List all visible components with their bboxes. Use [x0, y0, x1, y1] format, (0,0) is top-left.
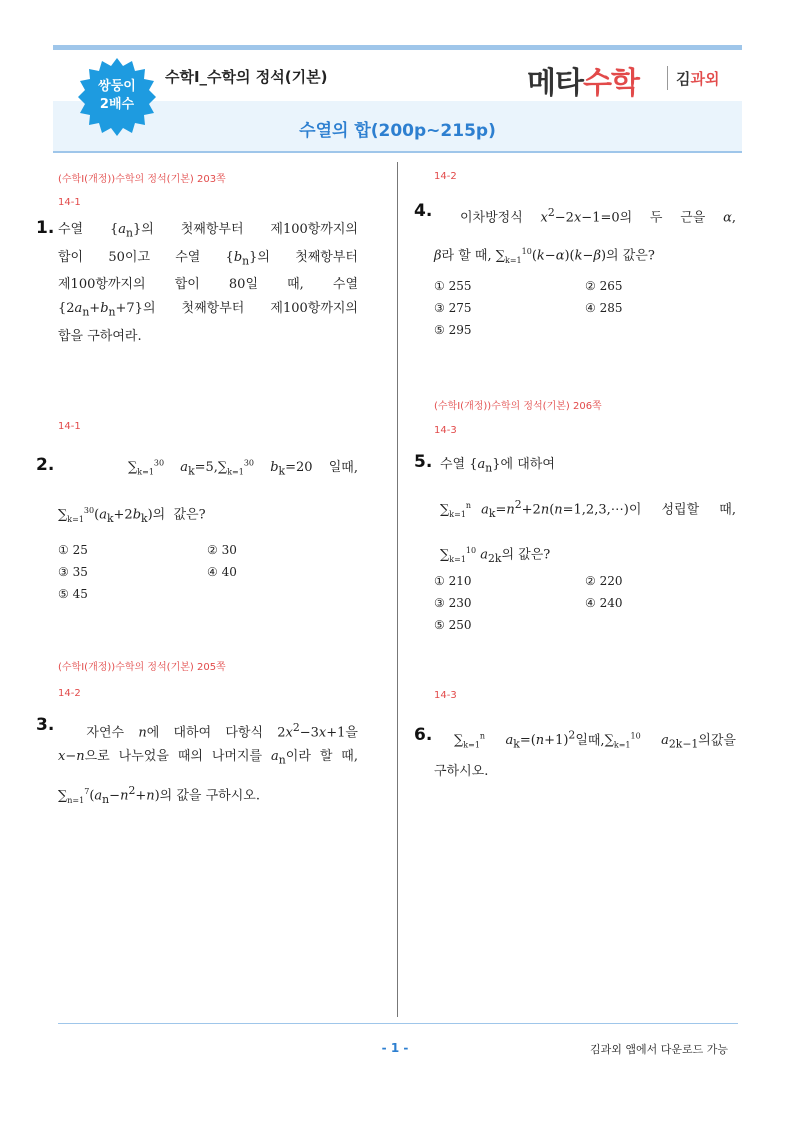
problem-1-code: 14-1	[58, 197, 81, 208]
problem-5-option-1[interactable]: ① 210	[434, 574, 472, 588]
problem-2-text: $\sum_{k=1}^{30}$ $a_k=5,\sum_{k=1}^{30}$ $b_k=20$ 일때, $\sum_{k=1}^{30}(a_k+2b_k)$의 값은?	[58, 459, 358, 525]
problem-4-code: 14-2	[434, 171, 457, 182]
problem-5-option-4[interactable]: ④ 240	[585, 596, 623, 610]
problem-5-source: (수학I(개정))수학의 정석(기본) 206쪽	[434, 401, 602, 412]
problem-3-source: (수학I(개정))수학의 정석(기본) 205쪽	[58, 662, 226, 673]
problem-5-option-3[interactable]: ③ 230	[434, 596, 472, 610]
problem-5-text: 수열 $\{a_n\}$에 대하여 $\sum_{k=1}^n$ $a_k=n^2+2n(n=1,2,3,\cdots)$이 성립할 때, $\sum_{k=1}^{10}$ $a_{2k}$의 값은?	[440, 457, 736, 565]
column-divider	[397, 162, 398, 1017]
problem-2-option-4[interactable]: ④ 40	[207, 565, 237, 579]
page-title: 수열의 합(200p~215p)	[299, 121, 496, 141]
problem-2-option-2[interactable]: ② 30	[207, 543, 237, 557]
footer-rule	[58, 1023, 738, 1024]
badge-line-2: 2배수	[99, 97, 135, 112]
problem-2-option-3[interactable]: ③ 35	[58, 565, 88, 579]
problem-3-text: 자연수 n에 대하여 다항식 $2x^2-3x+1$을 x−n으로 나누었을 때의 나머지를 $a_n$이라 할 때, $\sum_{n=1}^7(a_n-n^2+n)$의 값을 구하시오.	[58, 721, 358, 806]
brand-separator	[667, 66, 668, 90]
brand2-part-2: 과외	[690, 70, 720, 88]
problem-4-option-1[interactable]: ① 255	[434, 279, 472, 293]
page-number: - 1 -	[381, 1041, 409, 1055]
problem-2-code: 14-1	[58, 421, 81, 432]
problem-6-text-2: 구하시오.	[434, 764, 489, 779]
brand-part-2: 수학	[582, 66, 639, 101]
problem-4-option-4[interactable]: ④ 285	[585, 301, 623, 315]
badge-text	[77, 78, 157, 114]
problem-4-option-5[interactable]: ⑤ 295	[434, 323, 472, 337]
problem-4-option-3[interactable]: ③ 275	[434, 301, 472, 315]
problem-4-option-2[interactable]: ② 265	[585, 279, 623, 293]
problem-6-number: 6.	[414, 725, 433, 745]
problem-4-number: 4.	[414, 201, 433, 221]
problem-5-option-2[interactable]: ② 220	[585, 574, 623, 588]
subject-title: 수학Ⅰ_수학의 정석(기본)	[165, 68, 328, 86]
brand2-part-1: 김	[676, 70, 691, 88]
problem-5-option-5[interactable]: ⑤ 250	[434, 618, 472, 632]
brand2-logo	[676, 68, 719, 89]
problem-1-source: (수학I(개정))수학의 정석(기본) 203쪽	[58, 174, 226, 185]
problem-3-code: 14-2	[58, 688, 81, 699]
problem-2-option-1[interactable]: ① 25	[58, 543, 88, 557]
problem-3-number: 3.	[36, 715, 55, 735]
problem-1-number: 1.	[36, 218, 55, 238]
footer-note: 김과외 앱에서 다운로드 가능	[589, 1043, 728, 1056]
brand-part-1: 메타	[527, 66, 583, 101]
problem-2-option-5[interactable]: ⑤ 45	[58, 587, 88, 601]
badge-line-1: 쌍둥이	[98, 79, 136, 94]
problem-2-number: 2.	[36, 455, 55, 475]
problem-6-code: 14-3	[434, 690, 457, 701]
problem-5-number: 5.	[414, 452, 433, 472]
problem-4-text: 이차방정식 $x^2-2x-1=0$의 두 근을 α, β라 할 때, $\sum_{k=1}^{10}(k-\alpha)(k-\beta)$의 값은?	[434, 206, 737, 266]
brand-logo	[527, 58, 639, 102]
problem-6-text: $\sum_{k=1}^n$ $a_k=(n+1)^2$일때$,\sum_{k=1}^{10}$ $a_{2k-1}$의값을	[454, 729, 736, 751]
header-top-rule	[53, 45, 742, 50]
problem-1-text: 수열 $\{a_n\}$의 첫째항부터 제100항까지의 합이 50이고 수열 $\{b_n\}$의 첫째항부터 제100항까지의 합이 80일 때, 수열 $\{2a_n+b_n+7\}$의 첫째항부터 제100항까지의 합을 구하여라.	[58, 222, 358, 344]
problem-5-code: 14-3	[434, 425, 457, 436]
